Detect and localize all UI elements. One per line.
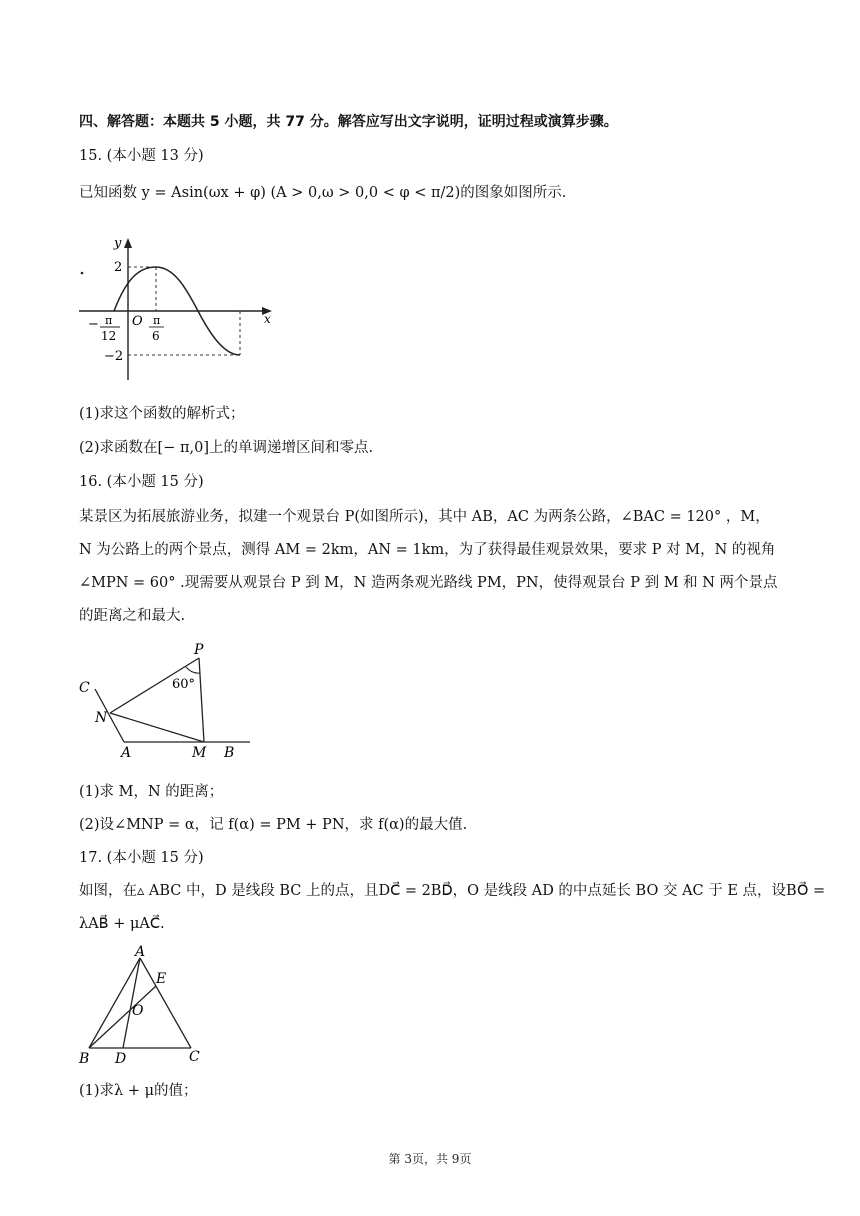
min-label: −2 (104, 349, 124, 364)
label-E: E (156, 971, 167, 987)
left-minus-label: − (88, 317, 99, 332)
observation-deck-figure (74, 640, 264, 765)
problem-16-part-2: (2)设∠MNP = α，记 f(α) = PM + PN，求 f(α)的最大值. (79, 817, 468, 833)
label-A: A (135, 944, 146, 960)
problem-17-part-1: (1)求λ + μ的值； (79, 1083, 198, 1099)
problem-15-part-2: (2)求函数在[− π,0]上的单调递增区间和零点. (79, 440, 374, 456)
label-C: C (189, 1049, 200, 1065)
problem-15-part-1: (1)求这个函数的解析式； (79, 406, 245, 422)
right-den-label: 6 (152, 329, 160, 343)
section-title: 四、解答题：本题共 5 小题，共 77 分。解答应写出文字说明，证明过程或演算步骤。 (79, 114, 618, 130)
problem-16-stem-line-2: N 为公路上的两个景点，测得 AM = 2km，AN = 1km，为了获得最佳观景效果，要求 P 对 M，N 的视角 (79, 542, 776, 558)
max-label: 2 (114, 260, 123, 275)
label-angle-60: 60° (172, 677, 196, 692)
label-D: D (115, 1051, 127, 1067)
label-B: B (79, 1051, 90, 1067)
problem-17-stem-line-2: λAB⃗ + μAC⃗. (79, 916, 165, 932)
problem-16-stem-line-1: 某景区为拓展旅游业务，拟建一个观景台 P(如图所示)，其中 AB，AC 为两条公路，∠BAC = 120° ，M， (79, 509, 770, 525)
right-pi-label: π (153, 314, 161, 327)
left-pi-label: π (105, 314, 113, 327)
label-B: B (224, 745, 235, 761)
label-O: O (132, 1003, 144, 1019)
problem-16-part-1: (1)求 M，N 的距离； (79, 784, 224, 800)
y-axis-label: y (114, 236, 122, 251)
problem-15-stem: 已知函数 y = Asin(ωx + φ) (A > 0,ω > 0,0 < φ < π/2)的图象如图所示. (79, 185, 567, 201)
problem-17-header: 17. (本小题 15 分) (79, 850, 204, 866)
triangle-abc-figure (74, 942, 214, 1067)
sine-graph-figure (74, 230, 284, 382)
label-M: M (192, 745, 207, 761)
label-N: N (95, 710, 108, 726)
problem-16-header: 16. (本小题 15 分) (79, 474, 204, 490)
problem-17-stem-line-1: 如图，在▵ ABC 中，D 是线段 BC 上的点，且DC⃗ = 2BD⃗，O 是线段 AD 的中点延长 BO 交 AC 于 E 点，设BO⃗ = (79, 883, 826, 899)
label-C: C (79, 680, 90, 696)
problem-16-stem-line-3: ∠MPN = 60° .现需要从观景台 P 到 M，N 造两条观光路线 PM，PN，使得观景台 P 到 M 和 N 两个景点 (79, 575, 778, 591)
page-footer: 第 3页，共 9页 (388, 1152, 472, 1166)
x-axis-label: x (264, 312, 271, 326)
origin-label: O (132, 314, 143, 329)
label-P: P (194, 642, 204, 658)
label-A: A (121, 745, 132, 761)
problem-16-stem-line-4: 的距离之和最大. (79, 608, 186, 624)
left-den-label: 12 (101, 329, 117, 343)
problem-15-header: 15. (本小题 13 分) (79, 148, 204, 164)
